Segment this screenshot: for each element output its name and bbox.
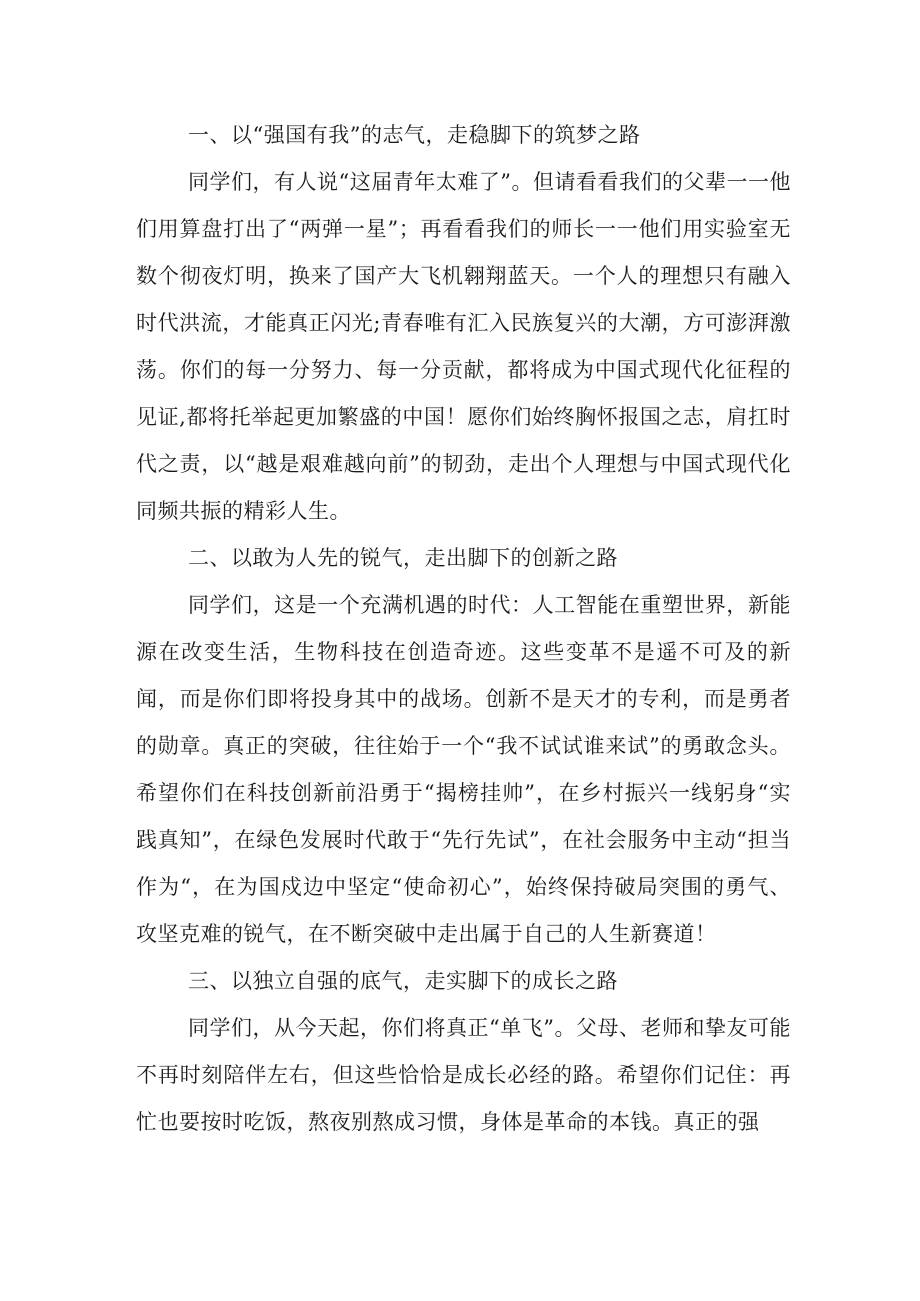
document-body bbox=[136, 112, 791, 1146]
section-paragraph-2: 同学们，这是一个充满机遇的时代：人工智能在重塑世界，新能源在改变生活，生物科技在创造奇迹。这些变革不是遥不可及的新闻，而是你们即将投身其中的战场。创新不是天才的专利，而是勇者的勋章。真正的突破，往往始于一个“我不试试谁来试”的勇敢念头。希望你们在科技创新前沿勇于“揭榜挂帅”，在乡村振兴一线躬身“实践真知”，在绿色发展时代敢于“先行先试”，在社会服务中主动“担当作为“，在为国戍边中坚定“使命初心”，始终保持破局突围的勇气、攻坚克难的锐气，在不断突破中走出属于自己的人生新赛道！ bbox=[136, 593, 791, 946]
section-paragraph-1: 同学们，有人说“这届青年太难了”。但请看看我们的父辈一一他们用算盘打出了“两弹一星”；再看看我们的师长一一他们用实验室无数个彻夜灯明，换来了国产大飞机翱翔蓝天。一个人的理想只有融入时代洪流，才能真正闪光;青春唯有汇入民族复兴的大潮，方可澎湃激荡。你们的每一分努力、每一分贡献，都将成为中国式现代化征程的见证,都将托举起更加繁盛的中国！愿你们始终胸怀报国之志，肩扛时代之责，以“越是艰难越向前”的韧劲，走出个人理想与中国式现代化同频共振的精彩人生。 bbox=[136, 170, 791, 523]
section-heading-3: 三、以独立自强的底气，走实脚下的成长之路 bbox=[188, 969, 618, 993]
section-heading-1: 一、以“强国有我”的志气，走稳脚下的筑梦之路 bbox=[188, 123, 641, 147]
section-heading-2: 二、以敢为人先的锐气，走出脚下的创新之路 bbox=[188, 546, 618, 570]
section-paragraph-3: 同学们，从今天起，你们将真正“单飞”。父母、老师和挚友可能不再时刻陪伴左右，但这些恰恰是成长必经的路。希望你们记住：再忙也要按时吃饭，熬夜别熬成习惯，身体是革命的本钱。真正的强 bbox=[136, 1016, 791, 1134]
